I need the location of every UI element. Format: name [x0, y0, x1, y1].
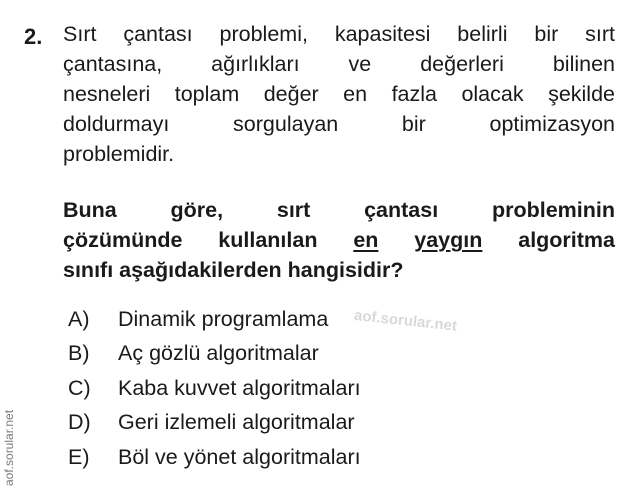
option-d[interactable]: [68, 406, 361, 441]
option-c[interactable]: [68, 371, 361, 406]
option-b[interactable]: [68, 337, 361, 372]
question-number: 2.: [24, 24, 43, 49]
option-text: Aç gözlü algoritmalar: [118, 341, 319, 366]
option-letter: A): [68, 306, 90, 331]
side-watermark: aof.sorular.net: [2, 409, 16, 486]
option-letter: D): [68, 410, 91, 435]
stem-line: Sırt çantası problemi, kapasitesi belirli bir sırt: [63, 22, 615, 46]
prompt-line: Buna göre, sırt çantası probleminin: [63, 198, 615, 222]
answer-options: [68, 302, 361, 475]
option-a[interactable]: [68, 302, 361, 337]
stem-line: nesneleri toplam değer en fazla olacak şekilde: [63, 82, 615, 106]
prompt-line: [63, 225, 615, 255]
option-letter: E): [68, 444, 90, 469]
underlined-word-en: en: [353, 228, 379, 252]
question-stem: [63, 19, 615, 169]
stem-line: doldurmayı sorgulayan bir optimizasyon: [63, 112, 615, 136]
option-text: Geri izlemeli algoritmalar: [118, 410, 355, 435]
watermark: aof.sorular.net: [353, 307, 458, 335]
prompt-text: algoritma: [482, 228, 616, 252]
option-letter: C): [68, 375, 91, 400]
underlined-word-yaygin: yaygın: [414, 228, 483, 252]
option-text: Kaba kuvvet algoritmaları: [118, 375, 361, 400]
stem-line: problemidir.: [63, 142, 175, 166]
option-e[interactable]: [68, 440, 361, 475]
question-prompt: [63, 195, 615, 285]
prompt-text: çözümünde kullanılan: [63, 228, 354, 252]
option-letter: B): [68, 341, 90, 366]
option-text: Dinamik programlama: [118, 306, 329, 331]
option-text: Böl ve yönet algoritmaları: [118, 444, 361, 469]
prompt-line: sınıfı aşağıdakilerden hangisidir?: [63, 258, 404, 282]
stem-line: çantasına, ağırlıkları ve değerleri bilinen: [63, 52, 615, 76]
